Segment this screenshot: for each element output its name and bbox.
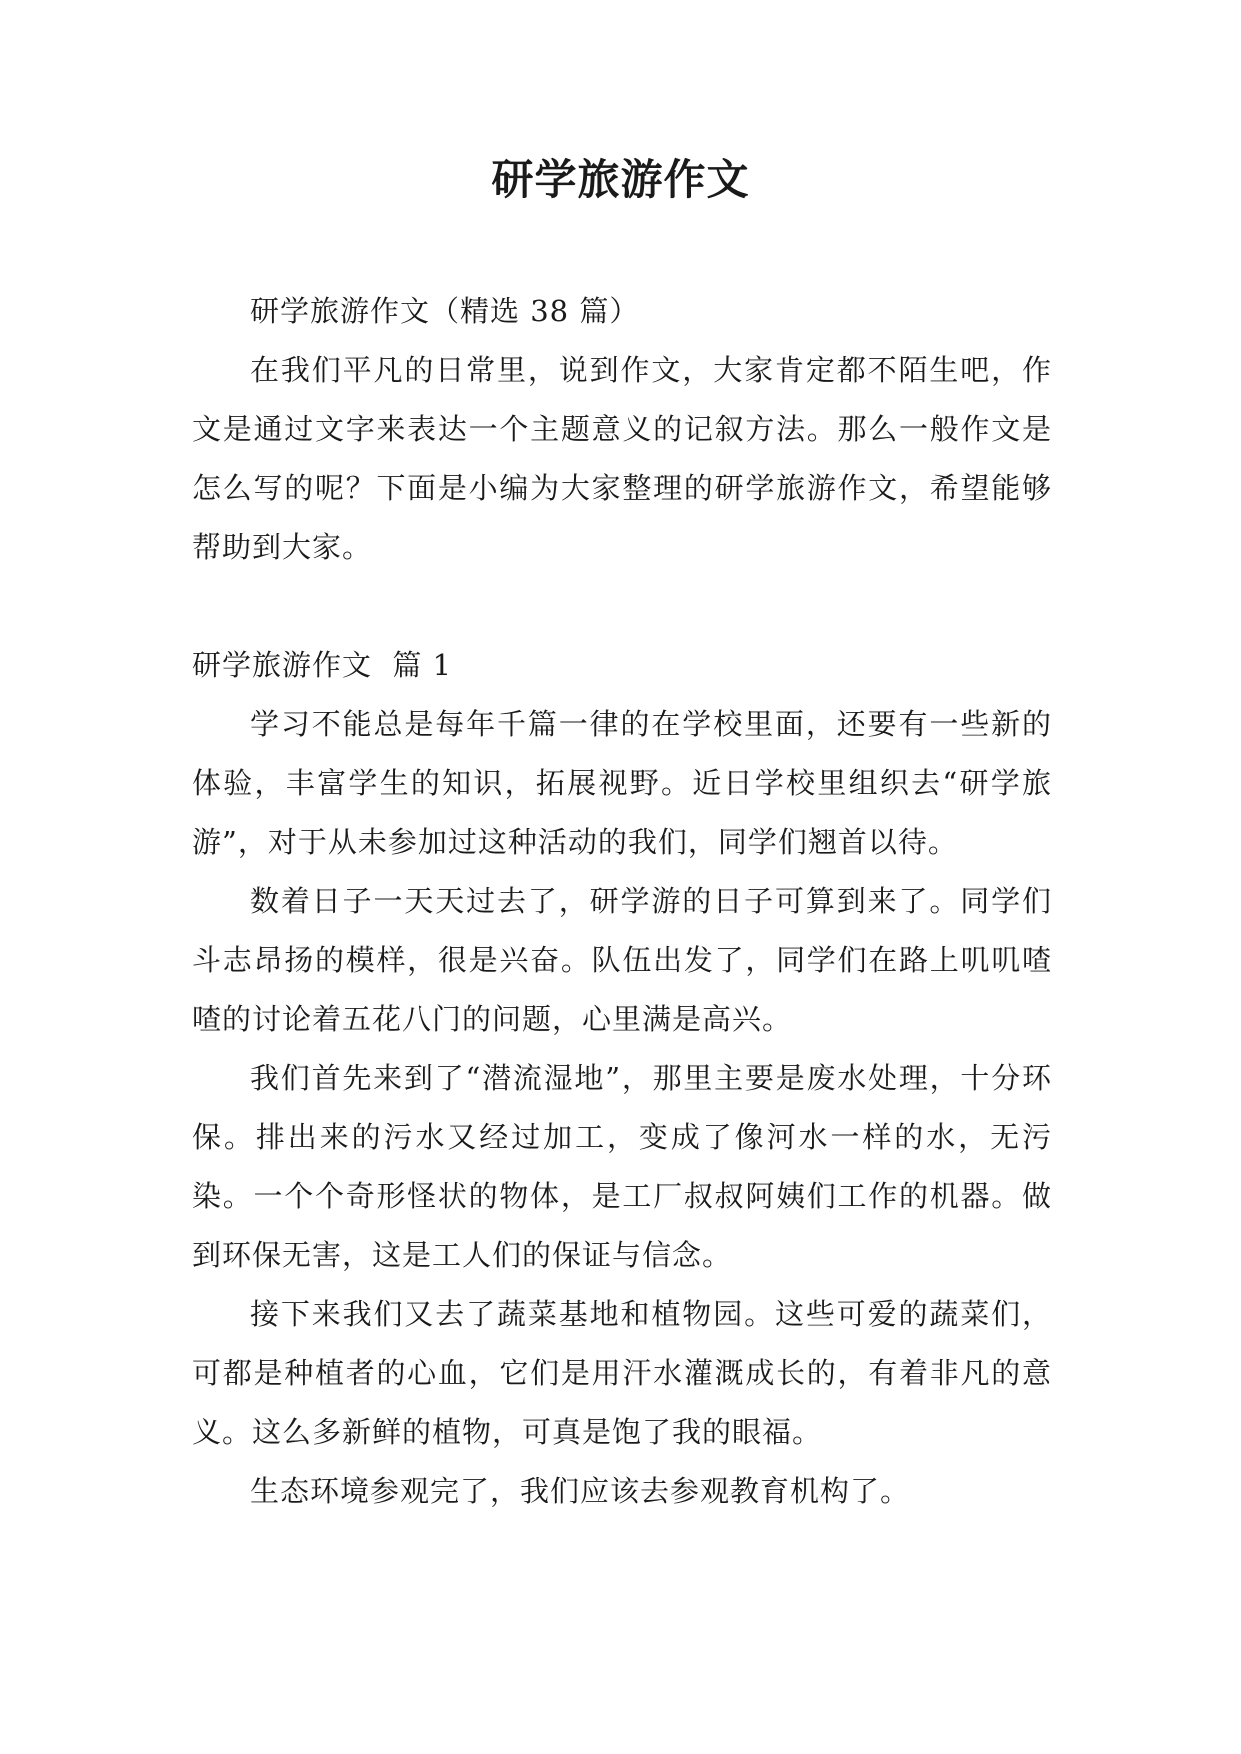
body-paragraph: 生态环境参观完了，我们应该去参观教育机构了。 (250, 1474, 911, 1508)
paragraph-spacer (192, 577, 1052, 636)
section-heading: 研学旅游作文 篇 1 (192, 648, 453, 682)
document-body (192, 282, 1052, 1521)
body-paragraph: 学习不能总是每年千篇一律的在学校里面，还要有一些新的体验，丰富学生的知识，拓展视野。近日学校里组织去“研学旅游”，对于从未参加过这种活动的我们，同学们翘首以待。 (192, 707, 1052, 859)
document-title: 研学旅游作文 (491, 155, 750, 204)
document-subtitle: 研学旅游作文（精选 38 篇） (250, 294, 640, 328)
intro-paragraph: 在我们平凡的日常里，说到作文，大家肯定都不陌生吧，作文是通过文字来表达一个主题意义的记叙方法。那么一般作文是怎么写的呢？下面是小编为大家整理的研学旅游作文，希望能够帮助到大家。 (192, 353, 1052, 564)
body-paragraph: 我们首先来到了“潜流湿地”，那里主要是废水处理，十分环保。排出来的污水又经过加工，变成了像河水一样的水，无污染。一个个奇形怪状的物体，是工厂叔叔阿姨们工作的机器。做到环保无害，这是工人们的保证与信念。 (192, 1061, 1052, 1272)
body-paragraph: 接下来我们又去了蔬菜基地和植物园。这些可爱的蔬菜们，可都是种植者的心血，它们是用汗水灌溉成长的，有着非凡的意义。这么多新鲜的植物，可真是饱了我的眼福。 (192, 1297, 1052, 1449)
body-paragraph: 数着日子一天天过去了，研学游的日子可算到来了。同学们斗志昂扬的模样，很是兴奋。队伍出发了，同学们在路上叽叽喳喳的讨论着五花八门的问题，心里满是高兴。 (192, 884, 1052, 1036)
